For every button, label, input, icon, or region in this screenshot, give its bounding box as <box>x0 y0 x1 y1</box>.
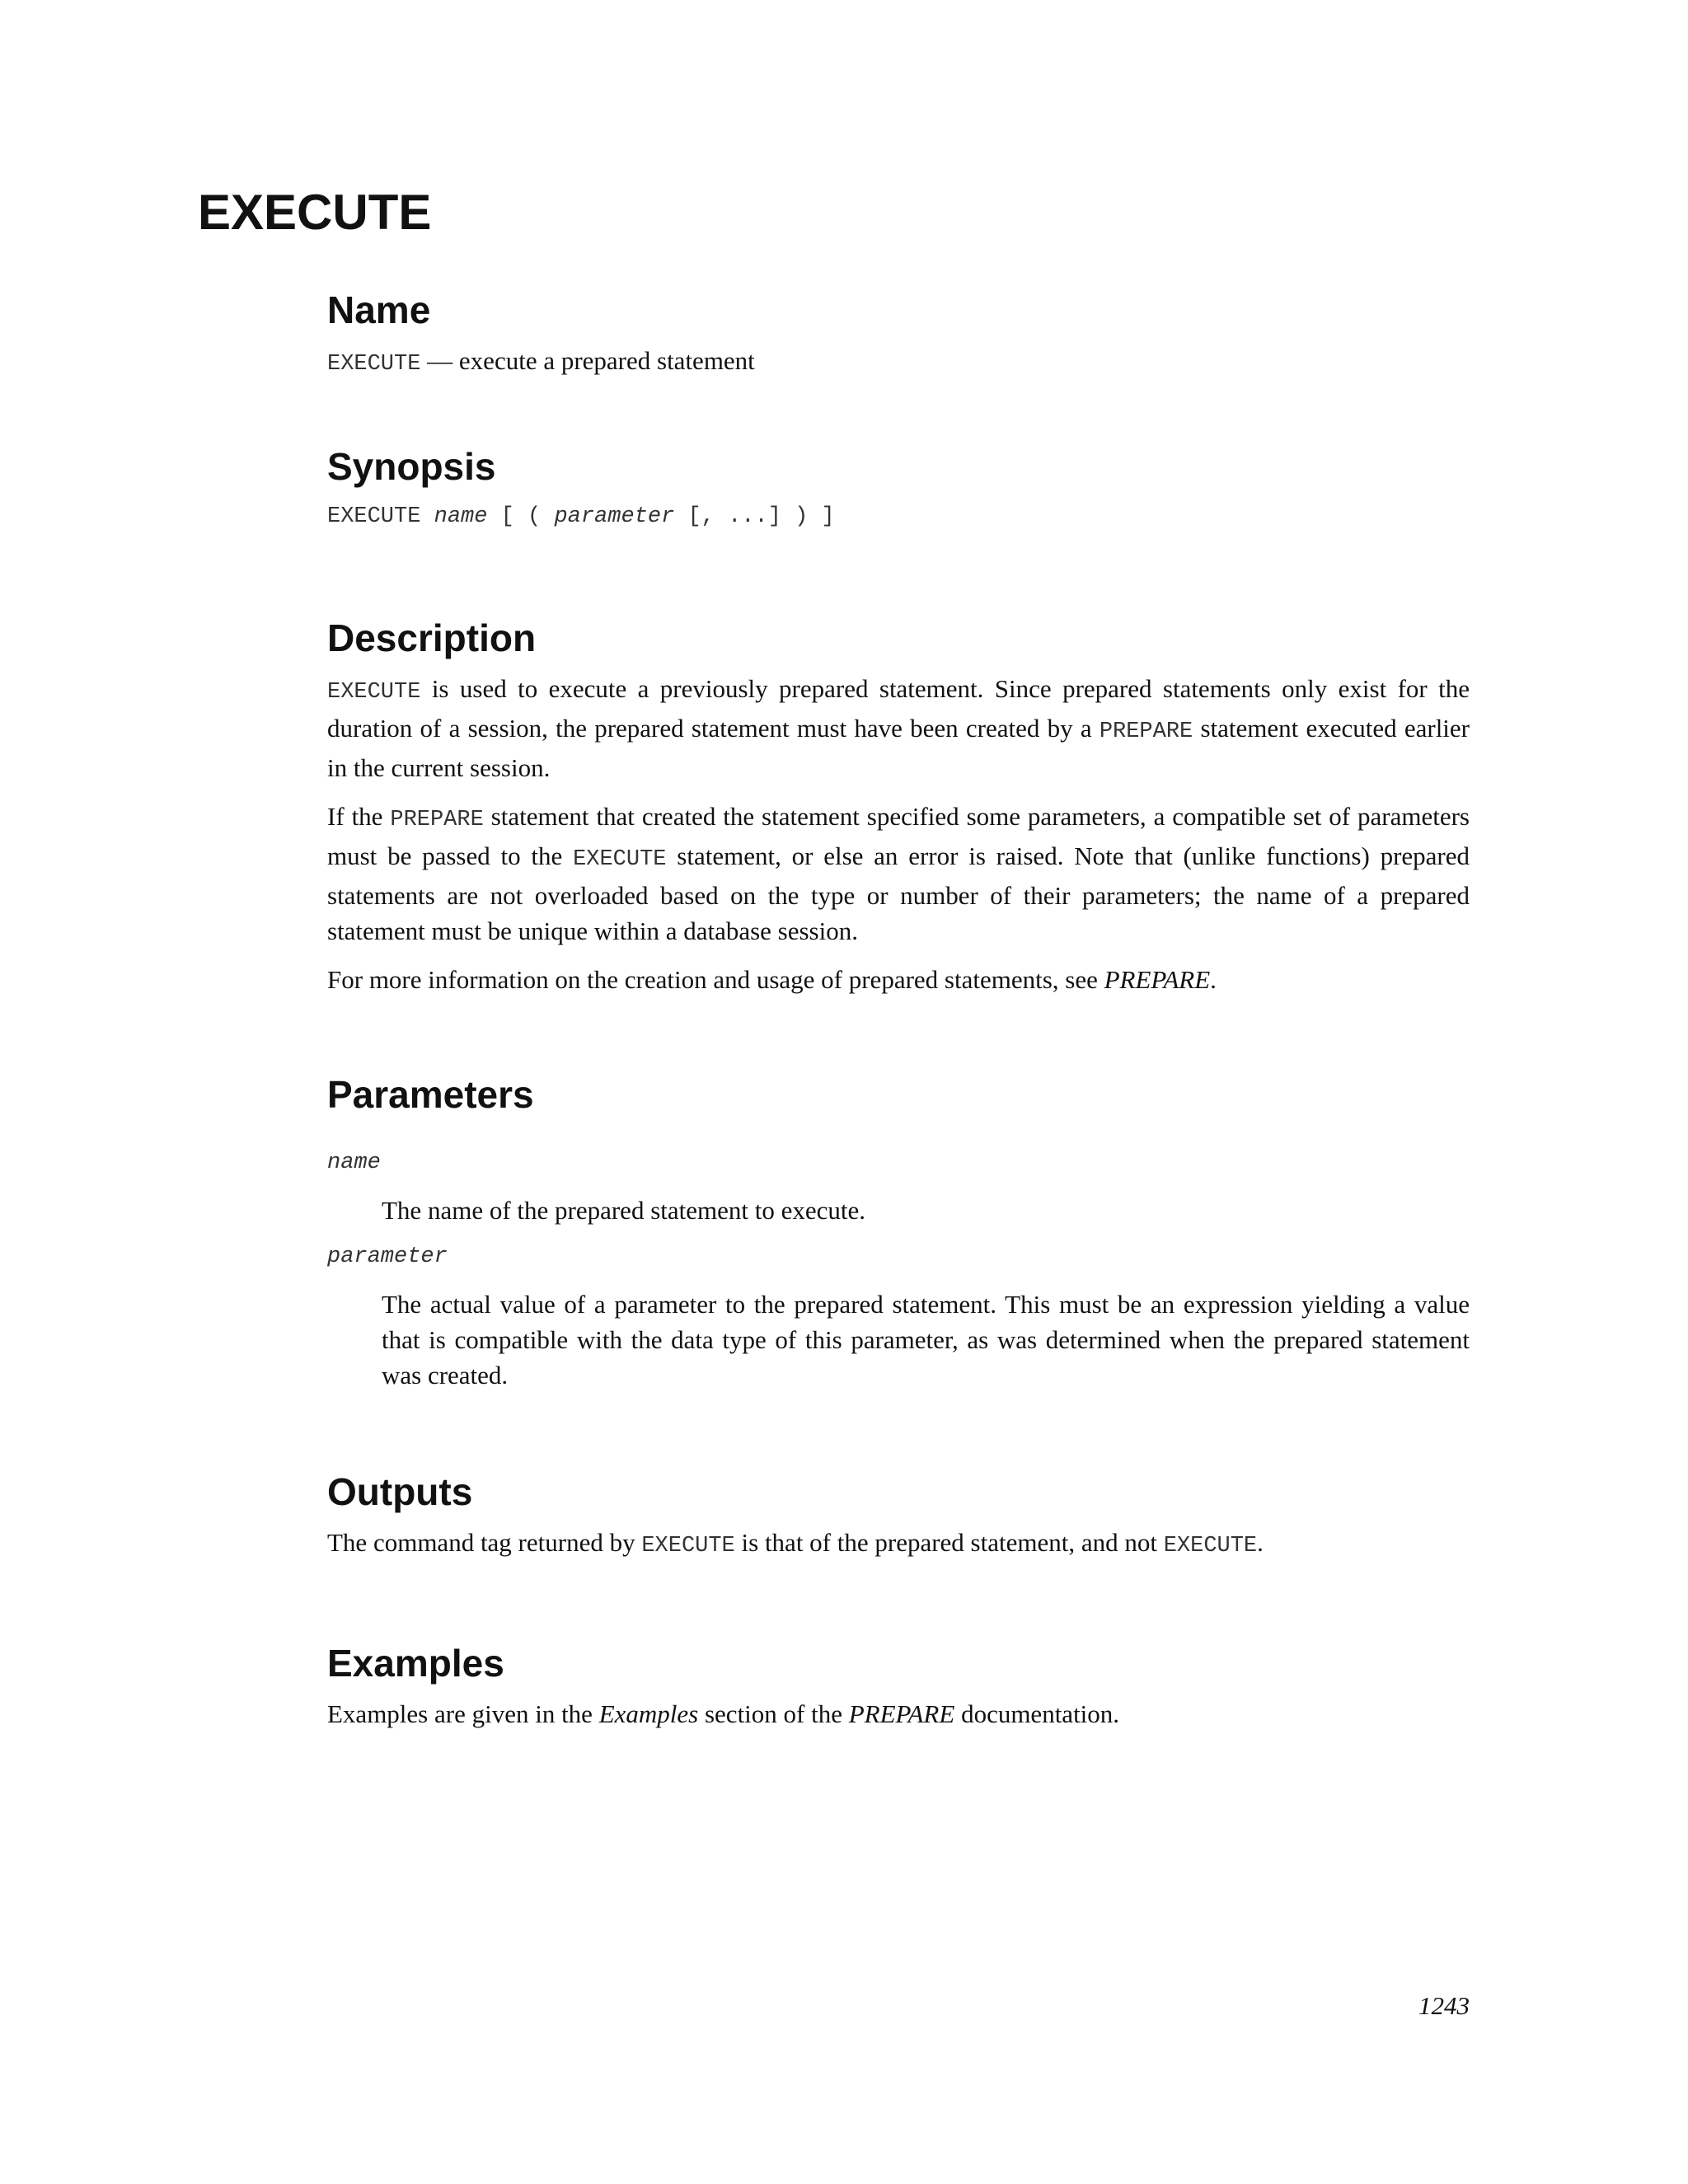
text-run: Examples are given in the <box>327 1699 599 1728</box>
synopsis-line <box>327 499 1470 535</box>
text-run: is that of the prepared statement, and not <box>734 1528 1164 1557</box>
synopsis-open: [ ( <box>487 504 555 529</box>
synopsis-keyword: EXECUTE <box>327 504 421 529</box>
chapter-title: EXECUTE <box>198 185 432 240</box>
synopsis-param-arg: parameter <box>554 504 675 529</box>
prepare-link[interactable]: PREPARE <box>1104 965 1211 994</box>
examples-heading: Examples <box>327 1642 504 1685</box>
synopsis-close: [, ...] ) ] <box>674 504 835 529</box>
description-paragraph-1 <box>327 671 1470 785</box>
code-execute: EXECUTE <box>327 680 421 705</box>
description-section <box>327 615 1470 997</box>
examples-link[interactable]: Examples <box>598 1699 699 1728</box>
synopsis-section <box>327 443 1470 535</box>
code-prepare: PREPARE <box>1099 719 1193 744</box>
name-heading: Name <box>327 288 431 331</box>
outputs-section <box>327 1469 1470 1564</box>
text-run: The command tag returned by <box>327 1528 642 1557</box>
parameters-section <box>327 1071 1470 1393</box>
outputs-heading: Outputs <box>327 1470 473 1513</box>
outputs-paragraph <box>327 1525 1470 1564</box>
command-summary: — execute a prepared statement <box>420 346 755 375</box>
text-run: If the <box>327 802 391 831</box>
code-execute: EXECUTE <box>573 847 667 872</box>
examples-section <box>327 1640 1470 1732</box>
page-number: 1243 <box>1418 1991 1470 2020</box>
text-run: is used to execute a previously prepared statement. Since prepared statements only exist for the duration of a session, the prepared statement must have been created by a <box>327 674 1470 743</box>
command-code: EXECUTE <box>327 352 421 377</box>
parameter-definition-parameter: The actual value of a parameter to the prepared statement. This must be an expression yielding a value that is compatible with the data type of this parameter, as was determined when the prepared statement was created. <box>382 1290 1470 1390</box>
parameter-term-parameter: parameter <box>327 1244 448 1269</box>
parameters-heading: Parameters <box>327 1073 534 1116</box>
synopsis-heading: Synopsis <box>327 445 496 488</box>
name-line <box>327 343 1470 382</box>
text-run: documentation. <box>954 1699 1120 1728</box>
content-area <box>327 287 1470 1732</box>
text-run: section of the <box>698 1699 849 1728</box>
prepare-link[interactable]: PREPARE <box>848 1699 955 1728</box>
code-prepare: PREPARE <box>390 808 484 832</box>
text-run: . <box>1257 1528 1264 1557</box>
name-section <box>327 287 1470 382</box>
examples-paragraph <box>327 1696 1470 1732</box>
parameter-definition-name: The name of the prepared statement to execute. <box>382 1196 866 1225</box>
parameter-list <box>327 1146 1470 1393</box>
parameter-term-name: name <box>327 1151 381 1175</box>
description-paragraph-3 <box>327 962 1470 997</box>
text-run: For more information on the creation and usage of prepared statements, see <box>327 965 1104 994</box>
description-heading: Description <box>327 616 537 659</box>
description-paragraph-2 <box>327 799 1470 949</box>
synopsis-name-arg: name <box>434 504 488 529</box>
text-run: statement, or else an error is raised. Note that (unlike functions) prepared statements are not overloaded based on the type or number of their parameters; the name of a prepared statement must be unique within a database session. <box>327 841 1470 945</box>
text-run: . <box>1210 965 1217 994</box>
text-run: statement executed earlier in the current session. <box>327 714 1470 782</box>
code-execute: EXECUTE <box>641 1534 735 1558</box>
code-execute: EXECUTE <box>1163 1534 1258 1558</box>
text-run: statement that created the statement specified some parameters, a compatible set of parameters must be passed to the <box>327 802 1470 870</box>
